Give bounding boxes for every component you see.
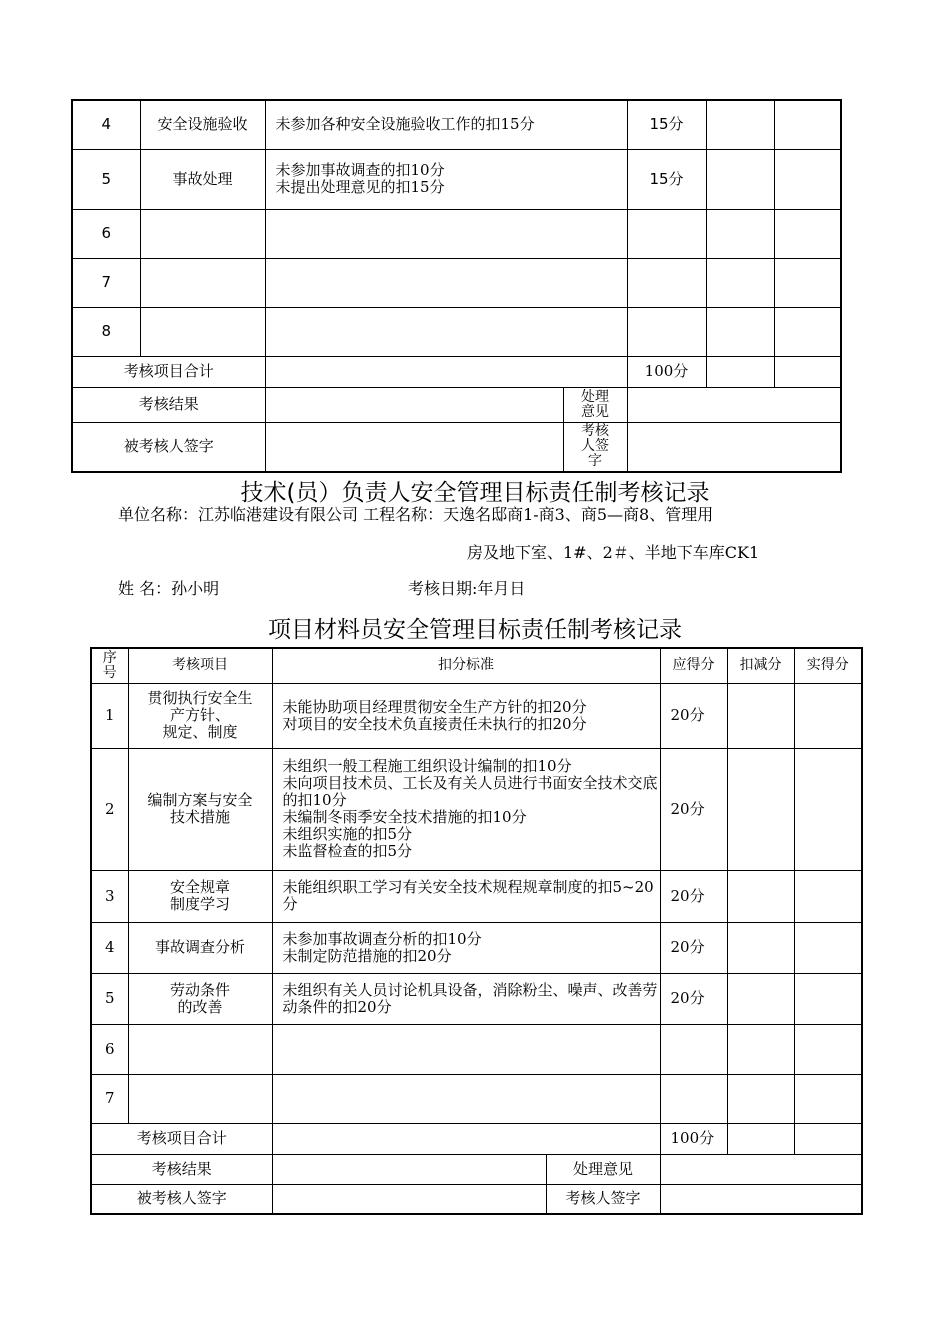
table-row — [91, 683, 862, 748]
assessor-signature[interactable] — [627, 422, 841, 472]
opinion-label: 处理 意见 — [563, 387, 627, 422]
deduction-criteria: 未能协助项目经理贯彻安全生产方针的扣20分 对项目的安全技术负直接责任未执行的扣20分 — [272, 683, 660, 748]
signee-label: 被考核人签字 — [72, 422, 265, 472]
deduction-criteria: 未参加事故调查分析的扣10分 未制定防范措施的扣20分 — [272, 922, 660, 973]
deduction-criteria[interactable] — [265, 209, 627, 258]
total-row — [91, 1123, 862, 1154]
assessment-item[interactable] — [140, 209, 265, 258]
deduction-criteria: 未参加各种安全设施验收工作的扣15分 — [265, 100, 627, 149]
table-row — [72, 209, 841, 258]
row-number: 5 — [91, 973, 128, 1024]
actual-score[interactable] — [774, 209, 841, 258]
actual-score[interactable] — [774, 307, 841, 356]
due-score: 20分 — [660, 870, 727, 922]
due-score[interactable] — [660, 1074, 727, 1123]
actual-score[interactable] — [794, 973, 862, 1024]
header-actual: 实得分 — [794, 648, 862, 683]
actual-score[interactable] — [794, 683, 862, 748]
table-row — [72, 307, 841, 356]
assessment-item: 安全设施验收 — [140, 100, 265, 149]
deducted-score[interactable] — [706, 307, 774, 356]
deducted-score[interactable] — [706, 258, 774, 307]
due-score: 20分 — [660, 973, 727, 1024]
deduction-criteria: 未参加事故调查的扣10分 未提出处理意见的扣15分 — [265, 149, 627, 209]
header-row — [91, 648, 862, 683]
due-score[interactable] — [627, 209, 706, 258]
assessment-item: 事故调查分析 — [128, 922, 272, 973]
assessor-label: 考核 人签 字 — [563, 422, 627, 472]
total-row — [72, 356, 841, 387]
due-score[interactable] — [660, 1024, 727, 1074]
deducted-score[interactable] — [727, 973, 794, 1024]
total-label: 考核项目合计 — [72, 356, 265, 387]
result-label: 考核结果 — [91, 1154, 272, 1184]
assessment-table-materials — [90, 647, 863, 1215]
due-score[interactable] — [627, 307, 706, 356]
deduction-criteria[interactable] — [272, 1024, 660, 1074]
table-row — [91, 922, 862, 973]
result-value[interactable] — [272, 1154, 546, 1184]
signature-row — [91, 1184, 862, 1214]
row-number: 8 — [72, 307, 140, 356]
page-title-technical: 技术(员）负责人安全管理目标责任制考核记录 — [240, 480, 710, 506]
signee-signature[interactable] — [265, 422, 563, 472]
row-number: 5 — [72, 149, 140, 209]
deducted-score[interactable] — [727, 683, 794, 748]
total-blank[interactable] — [265, 356, 627, 387]
deduction-criteria: 未能组织职工学习有关安全技术规程规章制度的扣5~20分 — [272, 870, 660, 922]
assessor-signature[interactable] — [660, 1184, 862, 1214]
table-row — [91, 1074, 862, 1123]
signature-row — [72, 422, 841, 472]
deducted-score[interactable] — [706, 149, 774, 209]
table-row — [91, 973, 862, 1024]
total-score: 100分 — [627, 356, 706, 387]
header-deduct: 扣减分 — [727, 648, 794, 683]
row-number: 7 — [91, 1074, 128, 1123]
due-score: 20分 — [660, 748, 727, 870]
deduction-criteria[interactable] — [265, 307, 627, 356]
result-row — [91, 1154, 862, 1184]
signee-signature[interactable] — [272, 1184, 546, 1214]
deduction-criteria: 未组织有关人员讨论机具设备，消除粉尘、噪声、改善劳动条件的扣20分 — [272, 973, 660, 1024]
due-score: 20分 — [660, 922, 727, 973]
actual-score[interactable] — [774, 258, 841, 307]
table-row — [91, 870, 862, 922]
table-row — [72, 149, 841, 209]
signee-label: 被考核人签字 — [91, 1184, 272, 1214]
total-deducted[interactable] — [727, 1123, 794, 1154]
assessment-table-technical — [71, 99, 842, 473]
opinion-value[interactable] — [660, 1154, 862, 1184]
assessment-item: 编制方案与安全 技术措施 — [128, 748, 272, 870]
total-score: 100分 — [660, 1123, 727, 1154]
opinion-value[interactable] — [627, 387, 841, 422]
assessment-item[interactable] — [128, 1074, 272, 1123]
deduction-criteria: 未组织一般工程施工组织设计编制的扣10分 未向项目技术员、工长及有关人员进行书面安全技术交底的扣10分 未编制冬雨季安全技术措施的扣10分 未组织实施的扣5分 未监督检查的扣5分 — [272, 748, 660, 870]
row-number: 4 — [72, 100, 140, 149]
table-row — [72, 100, 841, 149]
unit-line: 单位名称：江苏临港建设有限公司 工程名称：天逸名邸商1-商3、商5—商8、管理用 — [118, 505, 714, 524]
actual-score[interactable] — [794, 922, 862, 973]
assessment-item[interactable] — [128, 1024, 272, 1074]
deducted-score[interactable] — [727, 870, 794, 922]
result-label: 考核结果 — [72, 387, 265, 422]
row-number: 7 — [72, 258, 140, 307]
actual-score[interactable] — [794, 870, 862, 922]
result-value[interactable] — [265, 387, 563, 422]
row-number: 6 — [72, 209, 140, 258]
due-score[interactable] — [627, 258, 706, 307]
assessment-item: 事故处理 — [140, 149, 265, 209]
due-score: 15分 — [627, 149, 706, 209]
header-due: 应得分 — [660, 648, 727, 683]
total-actual[interactable] — [774, 356, 841, 387]
header-criteria: 扣分标准 — [272, 648, 660, 683]
total-deducted[interactable] — [706, 356, 774, 387]
deducted-score[interactable] — [727, 922, 794, 973]
assessment-item: 安全规章 制度学习 — [128, 870, 272, 922]
assessment-item[interactable] — [140, 258, 265, 307]
row-number: 2 — [91, 748, 128, 870]
result-row — [72, 387, 841, 422]
table-row — [91, 1024, 862, 1074]
assessment-item[interactable] — [140, 307, 265, 356]
opinion-label: 处理意见 — [546, 1154, 660, 1184]
table-row — [72, 258, 841, 307]
unit-line-continued: 房及地下室、1#、2＃、半地下车库CK1 — [467, 543, 760, 562]
due-score: 20分 — [660, 683, 727, 748]
row-number: 6 — [91, 1024, 128, 1074]
deduction-criteria[interactable] — [272, 1074, 660, 1123]
actual-score[interactable] — [794, 1024, 862, 1074]
table-row — [91, 748, 862, 870]
name-field: 姓 名：孙小明 — [118, 579, 220, 598]
deducted-score[interactable] — [727, 1074, 794, 1123]
total-label: 考核项目合计 — [91, 1123, 272, 1154]
header-item: 考核项目 — [128, 648, 272, 683]
total-blank[interactable] — [272, 1123, 660, 1154]
assessment-item: 贯彻执行安全生 产方针、 规定、制度 — [128, 683, 272, 748]
deduction-criteria[interactable] — [265, 258, 627, 307]
row-number: 1 — [91, 683, 128, 748]
deducted-score[interactable] — [706, 209, 774, 258]
actual-score[interactable] — [794, 1074, 862, 1123]
deducted-score[interactable] — [727, 1024, 794, 1074]
header-no: 序 号 — [91, 648, 128, 683]
row-number: 3 — [91, 870, 128, 922]
row-number: 4 — [91, 922, 128, 973]
assessment-item: 劳动条件 的改善 — [128, 973, 272, 1024]
total-actual[interactable] — [794, 1123, 862, 1154]
assessor-label: 考核人签字 — [546, 1184, 660, 1214]
due-score: 15分 — [627, 100, 706, 149]
actual-score[interactable] — [774, 149, 841, 209]
actual-score[interactable] — [774, 100, 841, 149]
page-title-materials: 项目材料员安全管理目标责任制考核记录 — [268, 617, 682, 643]
actual-score[interactable] — [794, 748, 862, 870]
deducted-score[interactable] — [706, 100, 774, 149]
date-field: 考核日期:年月日 — [408, 579, 526, 598]
deducted-score[interactable] — [727, 748, 794, 870]
